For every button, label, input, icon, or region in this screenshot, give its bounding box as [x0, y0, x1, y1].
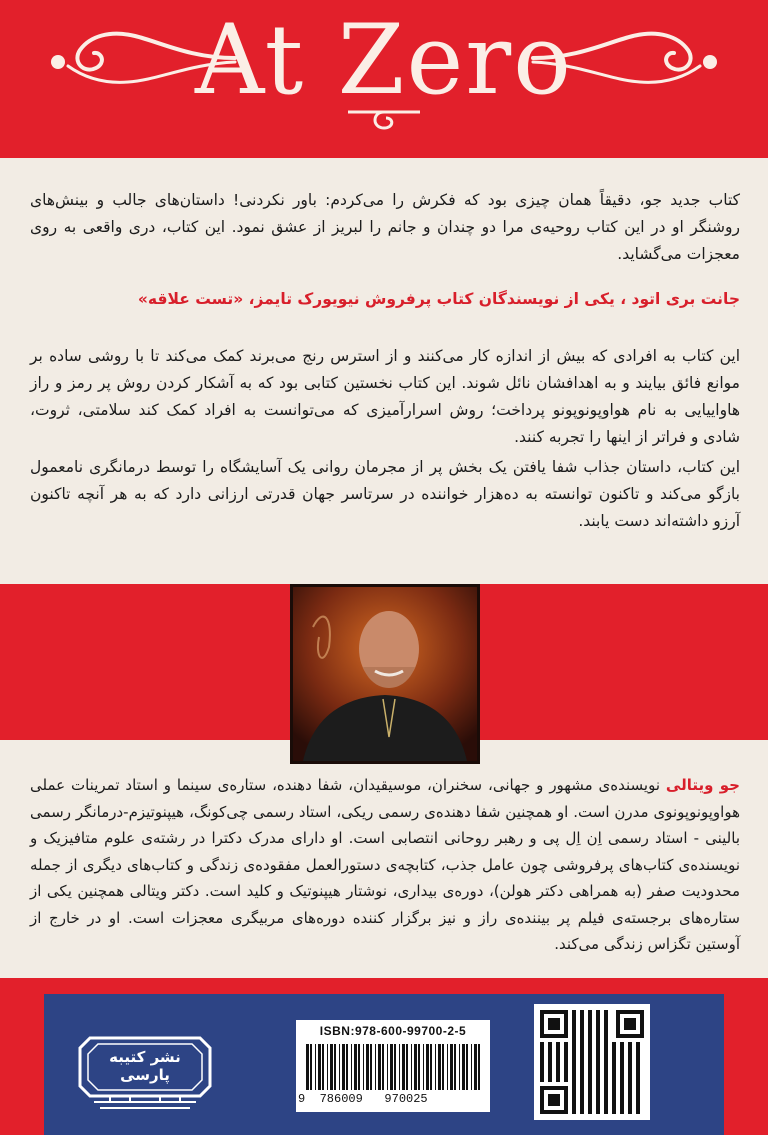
title-underline-ornament-icon: [344, 98, 424, 134]
book-title: At Zero: [195, 4, 573, 116]
author-bio: [30, 772, 740, 958]
barcode-icon: [302, 1044, 484, 1092]
author-name: جو ویتالی: [665, 776, 740, 794]
left-flourish-icon: [40, 22, 240, 92]
isbn-label: ISBN:978-600-99700-2-5: [319, 1024, 467, 1038]
description-paragraph-1: این کتاب به افرادی که بیش از اندازه کار می‌کنند و از استرس رنج می‌برند کمک می‌کند تا با روشی ساده بر موانع فائق بیایند و به اهدافشان نائل شوند. این کتاب نخستین کتابی بود که به آشکار کردن روش پر رمز و راز هاواییایی به نام هواوپونوپونو پرداخت؛ روش اسرارآمیزی که می‌توانست به افراد کمک کند سلامتی، ثروت، شادی و فراتر از اینها را تجربه کنند.: [30, 347, 740, 446]
author-photo: [290, 584, 480, 764]
qr-code-icon: [540, 1010, 644, 1114]
barcode-digits: 9 786009 970025: [298, 1092, 428, 1106]
author-bio-text: نویسنده‌ی مشهور و جهانی، سخنران، موسیقیدان، شفا دهنده، ستاره‌ی سینما و استاد تمرینات عملی هواوپونوپونوی مدرن است. او همچنین شفا دهنده‌ی رسمی ریکی، استاد رسمی چی‌کونگ، هیپنوتیزم-درمانگر رسمی بالینی - استاد رسمی اِن اِل پی و رهبر روحانی انتصابی است. او دارای مدرک دکترا در رشته‌ی علوم متافیزیک و نویسنده‌ی کتاب‌های پرفروشی چون عامل جذب، کتابچه‌ی دستورالعمل مفقوده‌ی زندگی و کتاب‌های دیگری از جمله محدودیت صفر (به همراهی دکتر هولن)، دوره‌ی بیداری، نوشتار هیپنوتیک و کلید است. دکتر ویتالی همچنین یکی از ستاره‌های برجسته‌ی فیلم پر بیننده‌ی راز و نیز برگزار کننده دوره‌های مربیگری معجزات است. او در خارج از آوستین تگزاس زندگی می‌کند.: [30, 776, 740, 953]
publisher-logo-text: نشر کتیبه پارسی: [109, 1048, 181, 1084]
description-paragraph-2: این کتاب، داستان جذاب شفا یافتن یک بخش پر از مجرمان روانی یک آسایشگاه را توسط درمانگری نامعمول بازگو می‌کند و تاکنون توانسته به ده‌هزار خواننده در سرتاسر جهان قدرتی ارزانی دارد که به هر آنچه تاکنون آرزو داشته‌اند دست یابند.: [30, 458, 740, 530]
review-attribution: جانت بری اتود ، یکی از نویسندگان کتاب پرفروش نیویورک تایمز، «تست علاقه»: [137, 290, 740, 308]
review-quote: کتاب جدید جو، دقیقاً همان چیزی بود که فکرش را می‌کردم: باور نکردنی! داستان‌های جالب و بینش‌های روشنگر او در این کتاب روحیه‌ی مرا دو چندان و جانم را لبریز از عشق نمود. این کتاب، دری واقعی به روی معجزات می‌گشاید.: [30, 191, 740, 263]
right-flourish-icon: [528, 22, 728, 92]
